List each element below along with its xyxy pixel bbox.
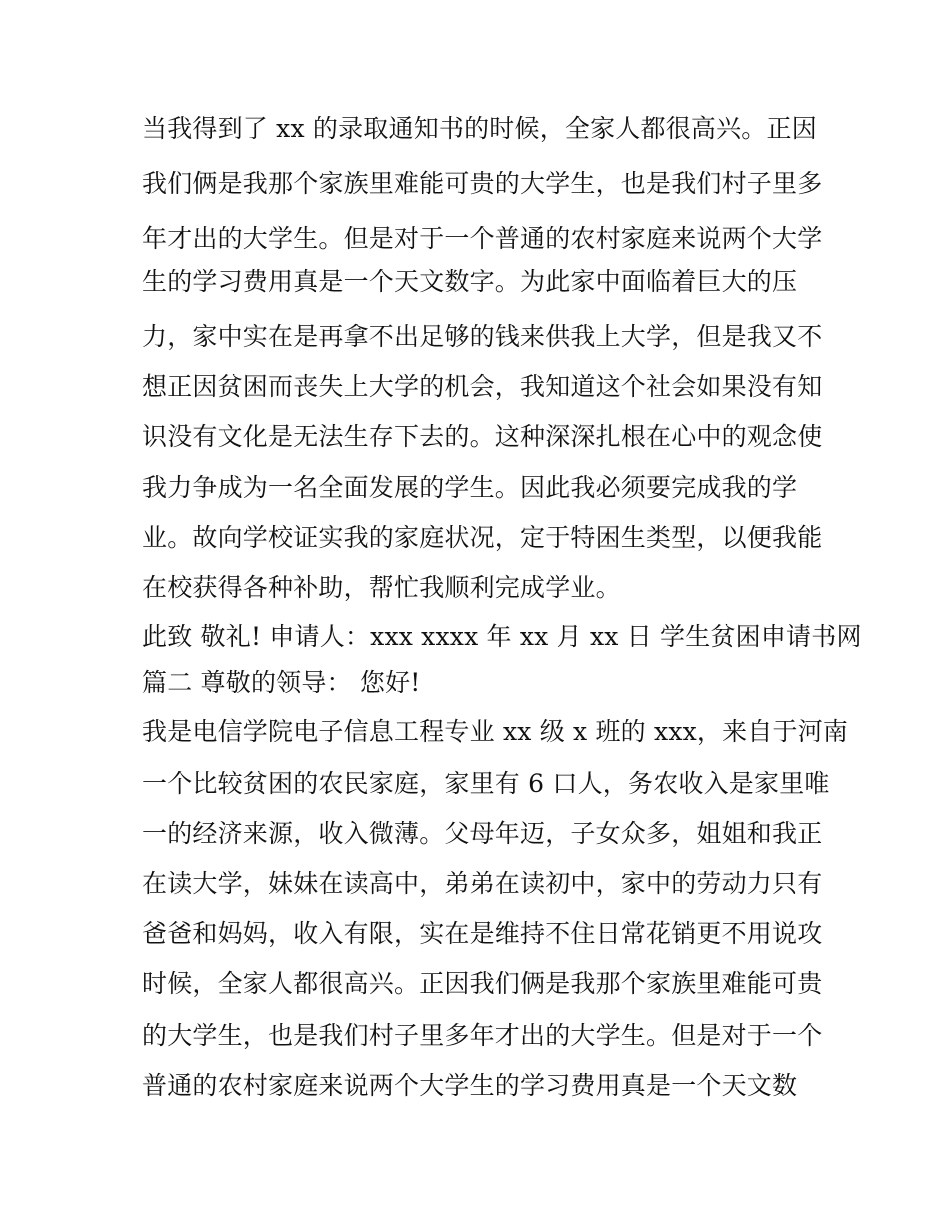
paragraph1-line-7: 识没有文化是无法生存下去的。这种深深扎根在心中的观念使: [142, 422, 823, 451]
paragraph2-line-7: 的大学生，也是我们村子里多年才出的大学生。但是对于一个: [142, 1021, 823, 1050]
paragraph2-line-8: 普通的农村家庭来说两个大学生的学习费用真是一个天文数: [142, 1071, 798, 1100]
paragraph1-line-6: 想正因贫困而丧失上大学的机会，我知道这个社会如果没有知: [142, 372, 823, 401]
paragraph2-line-2: 一个比较贫困的农民家庭，家里有 6 口人，务农收入是家里唯: [142, 769, 830, 798]
paragraph1-line-9: 业。故向学校证实我的家庭状况，定于特困生类型，以便我能: [142, 523, 823, 552]
closing-line: 此致 敬礼! 申请人：xxx xxxx 年 xx 月 xx 日 学生贫困申请书网: [142, 622, 862, 651]
paragraph1-line-8: 我力争成为一名全面发展的学生。因此我必须要完成我的学: [142, 473, 798, 502]
paragraph2-line-3: 一的经济来源，收入微薄。父母年迈，子女众多，姐姐和我正: [142, 819, 823, 848]
paragraph1-line-2: 我们俩是我那个家族里难能可贵的大学生，也是我们村子里多: [142, 169, 823, 198]
paragraph1-line-5: 力，家中实在是再拿不出足够的钱来供我上大学，但是我又不: [142, 322, 823, 351]
paragraph1-line-10: 在校获得各种补助，帮忙我顺利完成学业。: [142, 573, 621, 602]
paragraph2-line-4: 在读大学，妹妹在读高中，弟弟在读初中，家中的劳动力只有: [142, 869, 823, 898]
paragraph2-line-5: 爸爸和妈妈，收入有限，实在是维持不住日常花销更不用说攻: [142, 919, 823, 948]
paragraph1-line-3: 年才出的大学生。但是对于一个普通的农村家庭来说两个大学: [142, 224, 823, 253]
paragraph1-line-4: 生的学习费用真是一个天文数字。为此家中面临着巨大的压: [142, 267, 798, 296]
paragraph2-line-6: 时候，全家人都很高兴。正因我们俩是我那个家族里难能可贵: [142, 969, 823, 998]
section-heading: 篇二 尊敬的领导： 您好!: [142, 668, 421, 697]
paragraph1-line-1: 当我得到了 xx 的录取通知书的时候，全家人都很高兴。正因: [142, 114, 817, 143]
paragraph2-line-1: 我是电信学院电子信息工程专业 xx 级 x 班的 xxx，来自于河南: [142, 717, 849, 746]
